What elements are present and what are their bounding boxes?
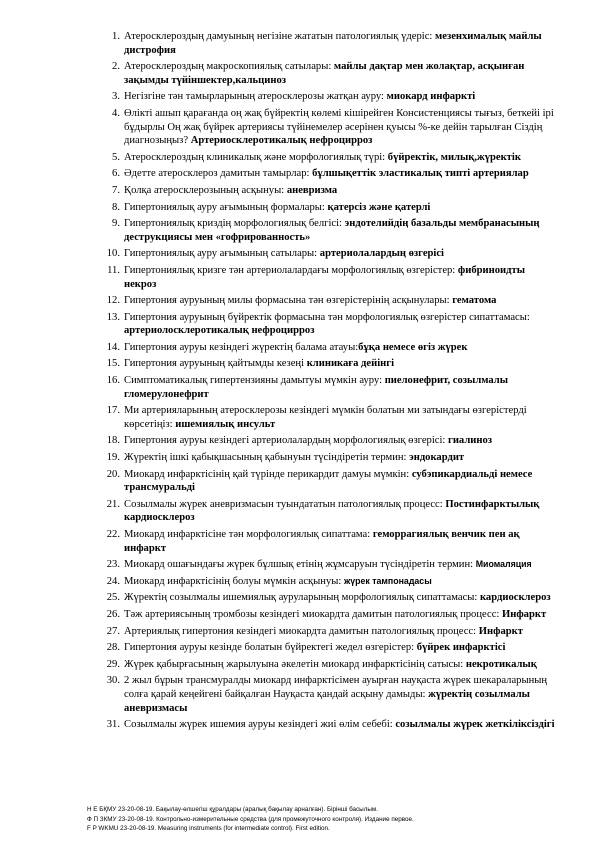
question-item [104, 60, 556, 87]
question-item [104, 184, 556, 198]
footer-line-russian: Ф П ЗКМУ 23-20-08-19. Контрольно-измерительные средства (для промежуточного контроля). Издание первое. [87, 815, 414, 823]
answer-text: жүректің созылмалы аневризмасы [124, 688, 530, 714]
question-item [104, 247, 556, 261]
question-item [104, 294, 556, 308]
question-number: 12. [106, 295, 120, 307]
question-number: 25. [106, 592, 120, 604]
answer-text: Постинфарктылық кардиосклероз [124, 498, 540, 524]
question-item [104, 674, 556, 715]
question-text: Ми артерияларының атеросклерозы кезіндегі мүмкін болатын ми затындағы өзгерістерді көрсетіңіз: [124, 405, 527, 430]
question-text: Атеросклероздың клиникалық және морфологиялық түрі: [124, 151, 388, 163]
answer-text: Инфаркт [478, 625, 523, 637]
answer-text: бүйректік, милық,жүректік [387, 151, 521, 163]
answer-text: эндокардит [409, 452, 465, 464]
footer-line-english: F P WKMU 23-20-08-19. Measuring instruments (for intermediate control). First edition. [87, 825, 330, 833]
question-text: Жүректің ішкі қабықшасының қабынуын түсіндіретін термин: [124, 452, 410, 464]
question-item [104, 151, 556, 165]
question-text: Гипертония ауруы кезінде болатын бүйректегі жедел өзгерістер: [124, 642, 417, 654]
question-text: Жүрек қабырғасының жарылуына әкелетін миокард инфарктісінің сатысы: [124, 658, 466, 670]
question-item [104, 434, 556, 448]
answer-text: созылмалы жүрек жеткіліксіздігі [395, 719, 555, 731]
answer-text: гиалиноз [448, 435, 493, 447]
answer-text: қатерсіз және қатерлі [327, 201, 431, 213]
question-item [104, 374, 556, 401]
question-number: 8. [112, 201, 120, 213]
question-number: 26. [106, 608, 120, 620]
question-text: Өлікті ашып қарағанда оң жақ бүйректің көлемі кішірейген Консистенциясы тығыз, беткейі ірі бұдырлы Оң жақ бүйрек артериясы түйінемелер әсерінен қуысы %-ке дейін тарылған Сіздің диагнозыңыз? [124, 107, 554, 147]
question-text: Қолқа атеросклерозының асқынуы: [124, 184, 287, 196]
question-number: 13. [106, 311, 120, 323]
answer-text: аневризма [286, 184, 338, 196]
question-text: Атеросклероздың макроскопиялық сатылары: [124, 61, 334, 73]
question-text: Гипертония ауруы кезіндегі артериолалардың морфологиялық өзгерісі: [124, 435, 449, 447]
answer-text: миокард инфаркті [386, 91, 476, 103]
question-number: 14. [106, 341, 120, 353]
answer-text: артериолосклеротикалық нефроцирроз [124, 325, 315, 337]
question-text: Артериялық гипертония кезіндегі миокардта дамитын патологиялық процесс: [124, 625, 479, 637]
question-number: 3. [112, 91, 120, 103]
question-item [104, 30, 556, 57]
answer-text: мезенхималық майлы дистрофия [124, 31, 542, 56]
question-text: Гипертония ауруының милы формасына тән өзгерістерінің асқынулары: [124, 295, 453, 307]
question-item [104, 311, 556, 338]
question-text: Гипертониялық ауру ағымының сатылары: [124, 248, 320, 260]
question-item [104, 641, 556, 655]
answer-text: майлы дақтар мен жолақтар, асқынған зақымды түйіншектер,кальциноз [124, 61, 525, 86]
question-item [104, 201, 556, 215]
question-item [104, 658, 556, 672]
question-item [104, 468, 556, 495]
answer-text: геморрагиялық венчик пен ақ инфаркт [124, 529, 520, 554]
question-text: Гипертониялық криздің морфологиялық белгісі: [124, 218, 345, 230]
answer-text: пиелонефрит, созылмалы гломерулонефрит [124, 375, 509, 400]
question-text: Гипертониялық ауру ағымының формалары: [124, 201, 328, 213]
question-item [104, 357, 556, 371]
question-text: Миокард инфарктісінің қай түрінде перикардит дамуы мүмкін: [124, 468, 412, 480]
question-text: Симптоматикалық гипертензияны дамытуы мүмкін ауру: [124, 375, 385, 387]
answer-text: клиникаға дейінгі [306, 358, 395, 370]
question-number: 9. [112, 218, 120, 230]
question-item [104, 264, 556, 291]
question-text: Гипертониялық кризге тән артериолалардағы морфологиялық өзгерістер: [124, 264, 458, 276]
question-text: Тәж артериясының тромбозы кезіндегі миокардта дамитын патологиялық процесс: [124, 608, 502, 620]
answer-text: гематома [452, 295, 497, 307]
question-item [104, 591, 556, 605]
question-number: 10. [106, 248, 120, 260]
answer-text: Инфаркт [501, 608, 547, 620]
question-text: Негізгіне тән тамырларының атеросклерозы жатқан ауру: [124, 91, 387, 103]
answer-text: эндотелийдің базальды мембранасының деструкциясы мен «гофрированность» [124, 218, 540, 243]
question-list [104, 30, 556, 735]
question-item [104, 498, 556, 525]
question-number: 20. [106, 468, 120, 480]
answer-text: субэпикардиальді немесе трансмуральді [124, 468, 533, 494]
question-item [104, 90, 556, 104]
question-number: 22. [106, 529, 120, 540]
question-number: 24. [106, 575, 120, 587]
question-item [104, 718, 556, 732]
question-number: 4. [112, 107, 120, 119]
question-text: Әдетте атеросклероз дамитын тамырлар: [124, 168, 313, 180]
question-text: Миокард ошағындағы жүрек бұлшық етінің жұмсаруын түсіндіретін термин: [124, 559, 476, 571]
question-number: 11. [107, 264, 120, 276]
question-item [104, 608, 556, 622]
answer-text: бұқа немесе өгіз жүрек [358, 341, 468, 353]
question-number: 6. [112, 168, 120, 180]
question-item [104, 558, 556, 572]
answer-text: бүйрек инфарктісі [416, 642, 506, 654]
question-number: 5. [112, 151, 120, 163]
question-text: Атеросклероздың дамуының негізіне жататын патологиялық үдеріс: [124, 31, 436, 42]
question-item [104, 451, 556, 465]
question-number: 17. [106, 405, 120, 417]
question-number: 21. [106, 498, 120, 510]
answer-text: ишемиялық инсульт [175, 418, 276, 430]
question-number: 19. [106, 452, 120, 464]
question-item [104, 625, 556, 639]
question-number: 28. [106, 642, 120, 654]
answer-text: некротикалық [465, 658, 537, 670]
question-text: Жүректің созылмалы ишемиялық ауруларының морфологиялық сипаттамасы: [124, 592, 480, 604]
question-number: 16. [106, 375, 120, 387]
question-text: 2 жыл бұрын трансмуралды миокард инфарктісімен ауырған науқаста жүрек шекараларының солға қарай кеңейгені байқалған Науқаста қандай асқыну дамыды: [124, 675, 548, 700]
document-footer [87, 805, 567, 834]
question-number: 29. [106, 658, 120, 670]
question-text: Миокард инфарктісіне тән морфологиялық сипаттама: [124, 529, 373, 540]
question-number: 7. [112, 184, 120, 196]
answer-text: бұлшықеттік эластикалық типті артериялар [312, 168, 529, 180]
question-number: 31. [106, 719, 120, 731]
question-item [104, 404, 556, 431]
question-text: Созылмалы жүрек ишемия ауруы кезіндегі жиі өлім себебі: [124, 719, 396, 731]
question-item [104, 341, 556, 355]
question-text: Гипертония ауруының бүйректік формасына тән морфологиялық өзгерістер сипаттамасы: [124, 311, 530, 323]
question-text: Миокард инфарктісінің болуы мүмкін асқынуы: [124, 575, 344, 587]
answer-text: артериолалардың өзгерісі [319, 248, 445, 260]
question-item [104, 167, 556, 181]
question-number: 1. [112, 31, 120, 42]
question-number: 15. [106, 358, 120, 370]
footer-line-kazakh: Н Е БҚМУ 23-20-08-19. Бақылау-өлшегіш құралдары (аралық бақылау арналған). Бірінші басылым. [87, 806, 378, 813]
answer-text: кардиосклероз [479, 592, 551, 604]
answer-text: фибриноидты некроз [124, 264, 525, 290]
question-item [104, 107, 556, 148]
question-text: Гипертония ауруының қайтымды кезеңі [124, 358, 307, 370]
question-number: 18. [106, 435, 120, 447]
question-item [104, 575, 556, 589]
question-number: 23. [106, 559, 120, 571]
question-number: 30. [106, 675, 120, 687]
question-text: Гипертония ауруы кезіндегі жүректің балама атауы: [124, 341, 359, 353]
question-item [104, 217, 556, 244]
question-text: Созылмалы жүрек аневризмасын туындататын патологиялық процесс: [124, 498, 446, 510]
question-number: 27. [106, 625, 120, 637]
answer-text: Артериосклеротикалық нефроцирроз [190, 135, 373, 147]
question-number: 2. [112, 61, 120, 73]
answer-text: жүрек тампонадасы [343, 575, 432, 586]
question-item [104, 528, 556, 555]
answer-text: Миомаляция [475, 559, 532, 570]
